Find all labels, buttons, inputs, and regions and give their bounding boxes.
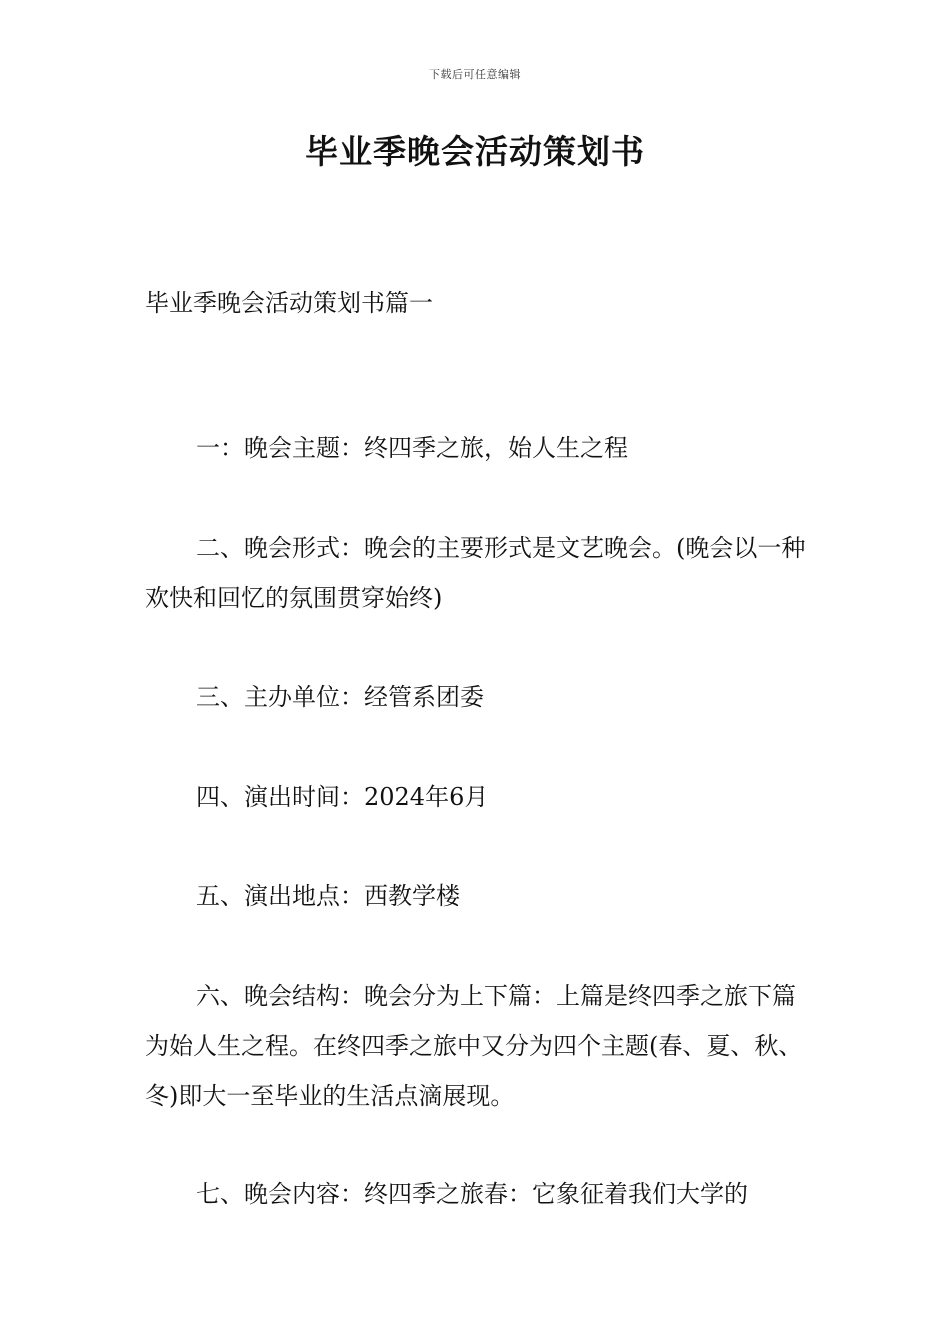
paragraph-time: 四、演出时间：2024年6月 xyxy=(196,783,489,811)
section-title: 毕业季晚会活动策划书篇一 xyxy=(145,289,433,317)
header-note: 下载后可任意编辑 xyxy=(429,68,521,81)
paragraph-organizer: 三、主办单位：经管系团委 xyxy=(196,683,484,711)
paragraph-format: 二、晚会形式：晚会的主要形式是文艺晚会。(晚会以一种欢快和回忆的氛围贯穿始终) xyxy=(145,534,806,612)
paragraph-location: 五、演出地点：西教学楼 xyxy=(196,882,460,910)
paragraph-structure: 六、晚会结构：晚会分为上下篇：上篇是终四季之旅下篇为始人生之程。在终四季之旅中又分为四个主题(春、夏、秋、冬)即大一至毕业的生活点滴展现。 xyxy=(145,982,803,1110)
document-title: 毕业季晚会活动策划书 xyxy=(305,132,645,171)
paragraph-theme: 一：晚会主题：终四季之旅，始人生之程 xyxy=(196,434,628,462)
paragraph-content: 七、晚会内容：终四季之旅春：它象征着我们大学的 xyxy=(196,1180,748,1208)
